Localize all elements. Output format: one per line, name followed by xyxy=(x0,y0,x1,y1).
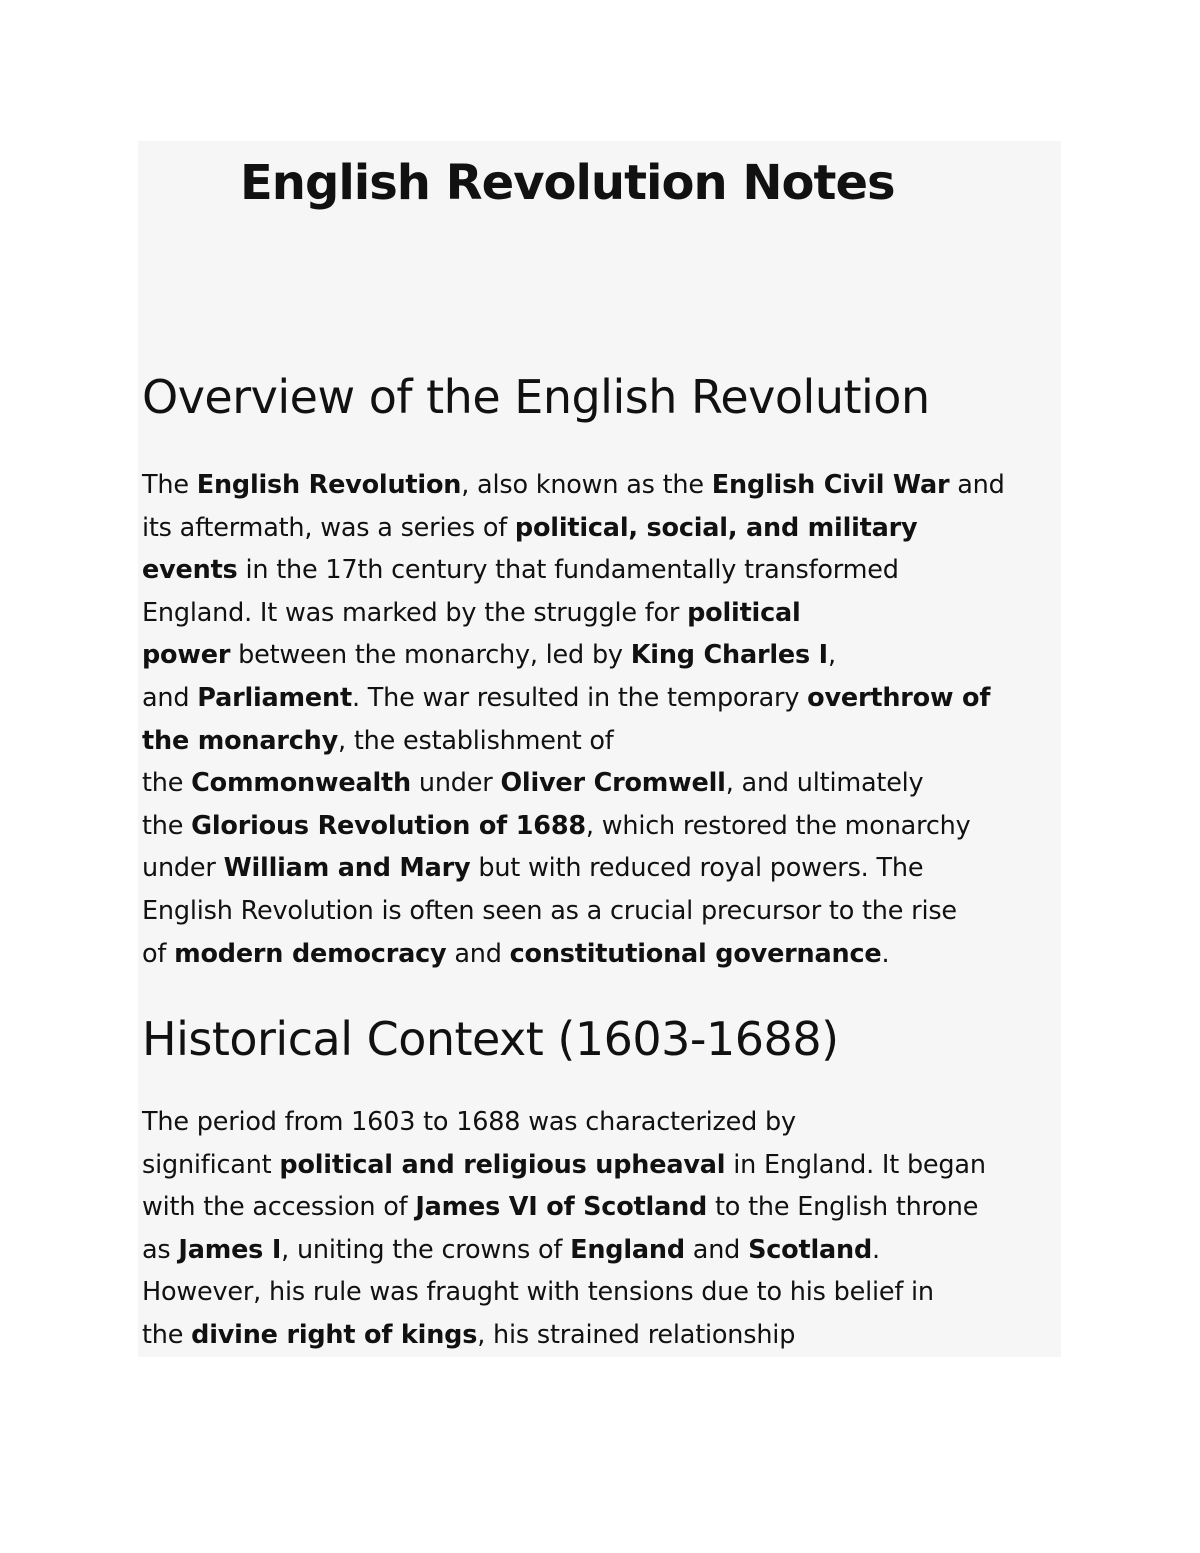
text-run: the xyxy=(142,768,192,799)
text-run: The xyxy=(142,470,197,500)
paragraph-line xyxy=(142,1101,1058,1144)
bold-text: divine right of kings xyxy=(191,1319,478,1350)
text-run: in the 17th century that fundamentally transformed xyxy=(237,555,899,586)
bold-text: Glorious Revolution of 1688 xyxy=(191,810,586,841)
bold-text: power xyxy=(142,640,231,671)
paragraph-line xyxy=(142,805,1058,848)
section-heading-overview: Overview of the English Revolution xyxy=(142,370,930,424)
text-run: significant xyxy=(142,1149,280,1180)
bold-text: events xyxy=(142,555,238,586)
text-run: , and ultimately xyxy=(725,768,924,799)
paragraph-line xyxy=(142,1229,1058,1272)
paragraph-line xyxy=(142,847,1058,890)
bold-text: constitutional governance xyxy=(509,938,882,969)
paragraph-line xyxy=(142,634,1058,677)
text-run: under xyxy=(410,768,501,799)
bold-text: Oliver Cromwell xyxy=(500,768,726,799)
bold-text: William and Mary xyxy=(223,853,471,884)
document-title: English Revolution Notes xyxy=(240,155,895,211)
bold-text: political xyxy=(687,597,801,628)
text-run: its aftermath, was a series of xyxy=(142,512,515,543)
paragraph-line xyxy=(142,507,1058,550)
bold-text: King Charles I xyxy=(630,640,828,671)
text-run: . xyxy=(881,938,890,969)
text-run: . The war resulted in the temporary xyxy=(351,682,808,713)
document-page xyxy=(138,141,1061,1357)
bold-text: the monarchy xyxy=(142,725,339,756)
text-run: under xyxy=(142,853,224,884)
text-run: and xyxy=(142,682,198,713)
bold-text: political, social, and military xyxy=(514,512,918,543)
text-run: English Revolution is often seen as a crucial precursor to the rise xyxy=(142,895,957,926)
bold-text: England xyxy=(570,1234,685,1265)
text-run: , the establishment of xyxy=(338,725,614,756)
text-run: , xyxy=(827,640,836,671)
text-run: However, his rule was fraught with tensions due to his belief in xyxy=(142,1277,934,1308)
bold-text: Scotland xyxy=(748,1234,873,1265)
text-run: , also known as the xyxy=(461,470,712,500)
text-run: of xyxy=(142,938,175,969)
text-run: , which restored the monarchy xyxy=(585,810,971,841)
bold-text: political and religious upheaval xyxy=(279,1149,726,1180)
text-run: and xyxy=(949,470,1005,500)
paragraph-line xyxy=(142,677,1058,720)
bold-text: English Civil War xyxy=(711,470,950,500)
bold-text: Commonwealth xyxy=(191,768,411,799)
paragraph-line xyxy=(142,890,1058,933)
paragraph-line xyxy=(142,592,1058,635)
paragraph-line xyxy=(142,1271,1058,1314)
bold-text: James I xyxy=(178,1234,282,1265)
text-run: and xyxy=(446,938,510,969)
overview-paragraph xyxy=(142,464,1058,975)
paragraph-line xyxy=(142,1144,1058,1187)
text-run: the xyxy=(142,810,192,841)
text-run: as xyxy=(142,1234,179,1265)
text-run: . xyxy=(872,1234,880,1265)
text-run: the xyxy=(142,1319,192,1350)
text-run: with the accession of xyxy=(142,1192,416,1223)
text-run: England. It was marked by the struggle for xyxy=(142,597,688,628)
bold-text: modern democracy xyxy=(174,938,447,969)
text-run: , his strained relationship xyxy=(477,1319,796,1350)
section-heading-historical-context: Historical Context (1603-1688) xyxy=(142,1012,839,1066)
bold-text: Parliament xyxy=(197,682,352,713)
text-run: , uniting the crowns of xyxy=(281,1234,571,1265)
historical-context-paragraph xyxy=(142,1101,1058,1357)
text-run: between the monarchy, led by xyxy=(230,640,631,671)
paragraph-line xyxy=(142,1314,1058,1357)
paragraph-line xyxy=(142,720,1058,763)
bold-text: James VI of Scotland xyxy=(415,1192,708,1223)
text-run: but with reduced royal powers. The xyxy=(470,853,924,884)
paragraph-line xyxy=(142,762,1058,805)
paragraph-line xyxy=(142,549,1058,592)
paragraph-line xyxy=(142,1186,1058,1229)
text-run: to the English throne xyxy=(707,1192,979,1223)
bold-text: overthrow of xyxy=(807,682,991,713)
paragraph-line xyxy=(142,933,1058,976)
text-run: and xyxy=(684,1234,749,1265)
bold-text: English Revolution xyxy=(196,470,462,500)
text-run: The period from 1603 to 1688 was characterized by xyxy=(142,1107,796,1137)
text-run: in England. It began xyxy=(725,1149,986,1180)
paragraph-line xyxy=(142,464,1058,507)
